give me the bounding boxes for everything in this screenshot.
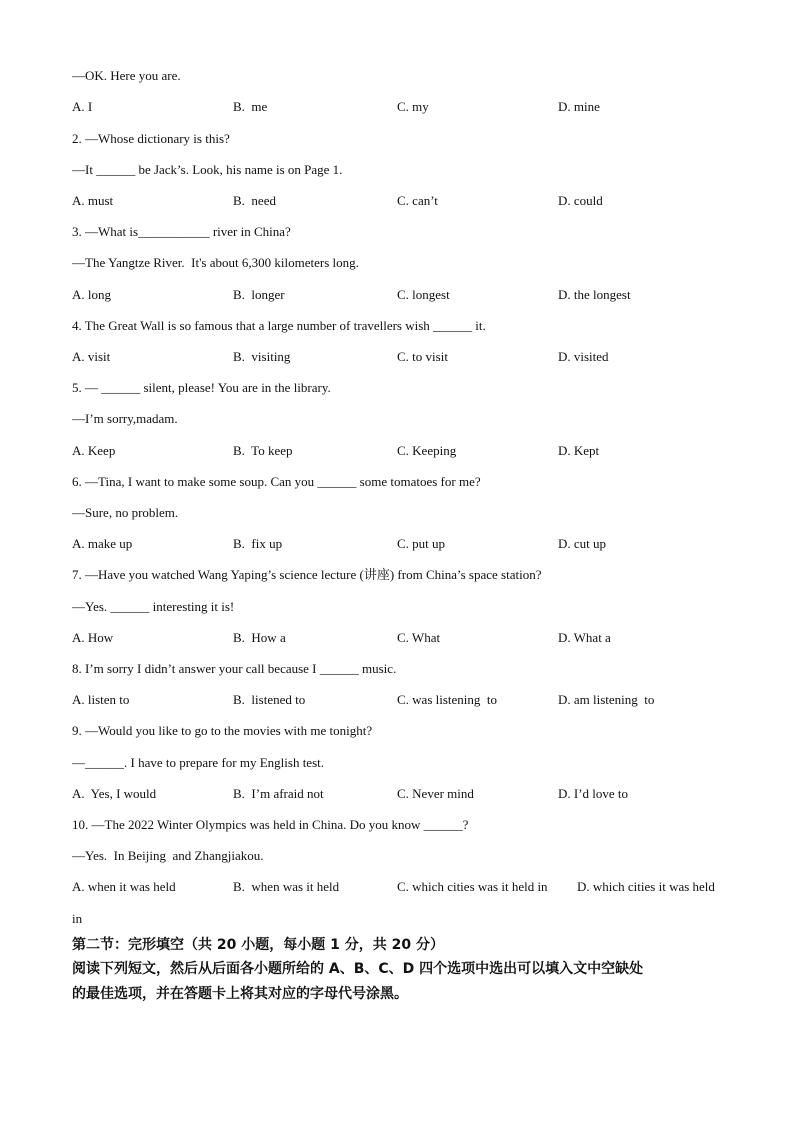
q8-option-d: D. am listening to <box>558 692 655 707</box>
q3-option-b: B. longer <box>233 287 285 302</box>
q3-option-d: D. the longest <box>558 287 631 302</box>
q6-option-b: B. fix up <box>233 536 283 551</box>
q2-option-d: D. could <box>558 193 603 208</box>
q5-option-c: C. Keeping <box>397 443 457 458</box>
q3-option-c: C. longest <box>397 287 450 302</box>
q1-option-a: A. I <box>72 99 93 114</box>
q2-option-c: C. can’t <box>397 193 438 208</box>
q4-option-d: D. visited <box>558 349 609 364</box>
q6-option-d: D. cut up <box>558 536 607 551</box>
q7-option-a: A. How <box>72 630 114 645</box>
q2-option-b: B. need <box>233 193 276 208</box>
q7-option-d: D. What a <box>558 630 611 645</box>
q3-reply: —The Yangtze River. It's about 6,300 kilometers long. <box>72 255 359 270</box>
q9-option-b: B. I’m afraid not <box>233 786 324 801</box>
q7-option-c: C. What <box>397 630 441 645</box>
q1-option-b: B. me <box>233 99 268 114</box>
q8-question: 8. I’m sorry I didn’t answer your call because I ______ music. <box>72 661 397 676</box>
q3-option-a: A. long <box>72 287 111 302</box>
q1-option-c: C. my <box>397 99 429 114</box>
q9-option-a: A. Yes, I would <box>72 786 157 801</box>
q10-option-wrap: in <box>72 911 83 926</box>
q4-option-b: B. visiting <box>233 349 291 364</box>
q5-option-a: A. Keep <box>72 443 116 458</box>
q3-question: 3. —What is___________ river in China? <box>72 224 291 239</box>
q5-question: 5. — ______ silent, please! You are in the library. <box>72 380 331 395</box>
q10-option-b: B. when was it held <box>233 879 340 894</box>
q1-option-d: D. mine <box>558 99 600 114</box>
q7-question: 7. —Have you watched Wang Yaping’s science lecture (讲座) from China’s space station? <box>72 567 542 582</box>
q2-question: 2. —Whose dictionary is this? <box>72 131 230 146</box>
q9-option-d: D. I’d love to <box>558 786 629 801</box>
q8-option-c: C. was listening to <box>397 692 498 707</box>
q9-reply: —______. I have to prepare for my English test. <box>72 755 324 770</box>
q6-option-c: C. put up <box>397 536 446 551</box>
q4-option-c: C. to visit <box>397 349 448 364</box>
q2-option-a: A. must <box>72 193 114 208</box>
q8-option-a: A. listen to <box>72 692 130 707</box>
q6-question: 6. —Tina, I want to make some soup. Can you ______ some tomatoes for me? <box>72 474 481 489</box>
section-instruction-line1: 阅读下列短文，然后从后面各小题所给的 A、B、C、D 四个选项中选出可以填入文中空缺处 <box>72 961 644 977</box>
q8-option-b: B. listened to <box>233 692 306 707</box>
q10-option-c: C. which cities was it held in <box>397 879 548 894</box>
q1-reply: —OK. Here you are. <box>72 68 181 83</box>
q4-question: 4. The Great Wall is so famous that a large number of travellers wish ______ it. <box>72 318 486 333</box>
q6-option-a: A. make up <box>72 536 133 551</box>
q10-reply: —Yes. In Beijing and Zhangjiakou. <box>72 848 264 863</box>
q5-option-b: B. To keep <box>233 443 293 458</box>
section-title: 第二节：完形填空（共 20 小题，每小题 1 分，共 20 分） <box>72 937 444 953</box>
q2-reply: —It ______ be Jack’s. Look, his name is on Page 1. <box>72 162 343 177</box>
q5-option-d: D. Kept <box>558 443 600 458</box>
section-instruction-line2: 的最佳选项，并在答题卡上将其对应的字母代号涂黑。 <box>72 986 408 1002</box>
q10-option-a: A. when it was held <box>72 879 176 894</box>
q7-reply: —Yes. ______ interesting it is! <box>72 599 235 614</box>
q7-option-b: B. How a <box>233 630 286 645</box>
q9-option-c: C. Never mind <box>397 786 474 801</box>
q10-question: 10. —The 2022 Winter Olympics was held in China. Do you know ______? <box>72 817 469 832</box>
q9-question: 9. —Would you like to go to the movies with me tonight? <box>72 723 373 738</box>
q5-reply: —I’m sorry,madam. <box>72 411 178 426</box>
q10-option-d: D. which cities it was held <box>577 879 715 894</box>
q4-option-a: A. visit <box>72 349 111 364</box>
q6-reply: —Sure, no problem. <box>72 505 179 520</box>
